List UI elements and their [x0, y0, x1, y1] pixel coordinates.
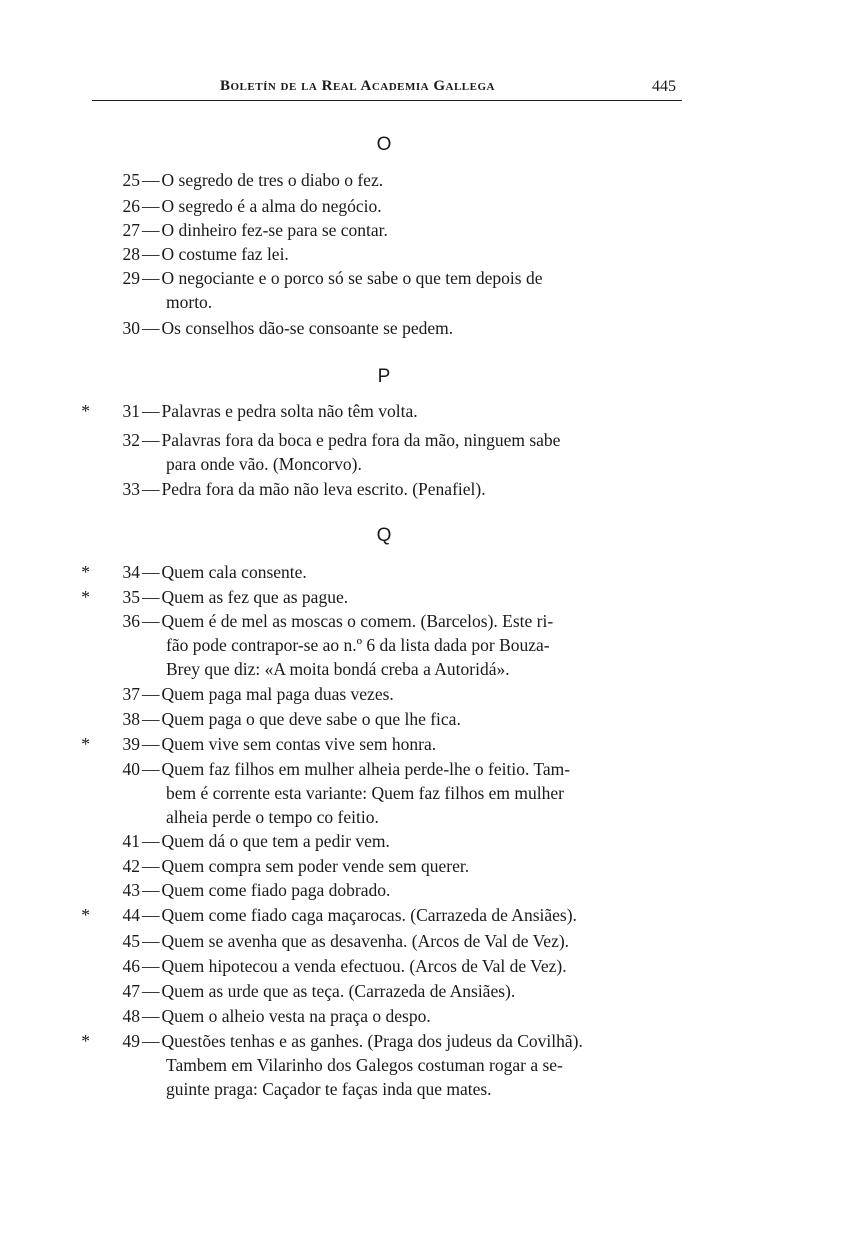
entry-number: 48: [122, 1006, 140, 1026]
entry-number: 28: [122, 244, 140, 264]
entry-text: Quem paga mal paga duas vezes.: [161, 684, 394, 704]
entry-number: 40: [122, 759, 140, 779]
entry-text: O segredo de tres o diabo o fez.: [161, 170, 384, 190]
entry-text: Quem as urde que as teça. (Carrazeda de Ansiães).: [161, 981, 516, 1001]
entry-text: Quem hipotecou a venda efectuou. (Arcos de Val de Vez).: [161, 956, 567, 976]
proverb-entry: * 35 — Quem as fez que as pague.: [81, 587, 349, 607]
entry-continuation: bem é corrente esta variante: Quem faz filhos em mulher alheia perde o tempo co feitio.: [166, 783, 564, 827]
proverb-entry: 45 — Quem se avenha que as desavenha. (Arcos de Val de Vez).: [80, 929, 682, 953]
proverb-entry: 42 — Quem compra sem poder vende sem querer.: [80, 854, 682, 878]
entry-text: O segredo é a alma do negócio.: [161, 196, 382, 216]
entry-text: Pedra fora da mão não leva escrito. (Penafiel).: [161, 479, 486, 499]
proverb-entry: 38 — Quem paga o que deve sabe o que lhe fica.: [80, 707, 682, 731]
entry-text: O dinheiro fez-se para se contar.: [161, 220, 388, 240]
entry-text: Quem o alheio vesta na praça o despo.: [161, 1006, 431, 1026]
entry-number: 46: [122, 956, 140, 976]
section-letter-o: O: [376, 134, 392, 155]
entry-text: O costume faz lei.: [161, 244, 289, 264]
entry-text: Questões tenhas e as ganhes. (Praga dos judeus da Covilhã).: [161, 1031, 583, 1051]
proverb-entry: 37 — Quem paga mal paga duas vezes.: [80, 682, 682, 706]
asterisk-mark: *: [81, 587, 90, 607]
proverb-entry: 27 — O dinheiro fez-se para se contar.: [80, 218, 682, 242]
proverb-entry: 28 — O costume faz lei.: [80, 242, 682, 266]
entry-number: 32: [122, 430, 140, 450]
entry-number: 30: [122, 318, 140, 338]
entry-number: 25: [122, 170, 140, 190]
running-title: Boletín de la Real Academia Gallega: [220, 78, 495, 94]
asterisk-mark: *: [81, 905, 90, 925]
proverb-entry: 25 — O segredo de tres o diabo o fez.: [80, 168, 682, 192]
asterisk-mark: *: [81, 1031, 90, 1051]
entry-text: O negociante e o porco só se sabe o que tem depois de: [161, 268, 543, 288]
entry-number: 31: [122, 401, 140, 421]
proverb-entry: 41 — Quem dá o que tem a pedir vem.: [80, 829, 682, 853]
entry-number: 27: [122, 220, 140, 240]
entry-text: Quem vive sem contas vive sem honra.: [161, 734, 437, 754]
entry-text: Quem compra sem poder vende sem querer.: [161, 856, 470, 876]
proverb-entry: * 49 — Questões tenhas e as ganhes. (Praga dos judeus da Covilhã). Tambem em Vilarinho dos Galegos costuman rogar a se- guinte praga: Caçador te faças inda que mates.: [80, 1029, 682, 1101]
entry-number: 41: [122, 831, 140, 851]
entry-text: Quem é de mel as moscas o comem. (Barcelos). Este ri-: [161, 611, 554, 631]
entry-number: 36: [122, 611, 140, 631]
proverb-entry: 32 — Palavras fora da boca e pedra fora da mão, ninguem sabe para onde vão. (Moncorvo).: [80, 428, 682, 476]
proverb-entry: * 34 — Quem cala consente.: [81, 562, 307, 582]
proverb-entry: 47 — Quem as urde que as teça. (Carrazeda de Ansiães).: [80, 979, 682, 1003]
entry-number: 38: [122, 709, 140, 729]
entry-continuation: fão pode contrapor-se ao n.º 6 da lista dada por Bouza- Brey que diz: «A moita bondá creba a Autoridá».: [166, 635, 550, 679]
proverb-entry: 40 — Quem faz filhos em mulher alheia perde-lhe o feitio. Tam- bem é corrente esta variante: Quem faz filhos em mulher alheia perde o tempo co feitio.: [80, 757, 682, 829]
proverb-entry: 48 — Quem o alheio vesta na praça o despo.: [80, 1004, 682, 1028]
entry-number: 29: [122, 268, 140, 288]
proverb-entry: * 44 — Quem come fiado caga maçarocas. (Carrazeda de Ansiães).: [81, 905, 577, 925]
entry-continuation: para onde vão. (Moncorvo).: [166, 454, 362, 474]
entry-text: Quem cala consente.: [161, 562, 307, 582]
entry-number: 47: [122, 981, 140, 1001]
proverb-entry: 29 — O negociante e o porco só se sabe o que tem depois de morto.: [80, 266, 682, 314]
entry-number: 45: [122, 931, 140, 951]
proverb-entry: 46 — Quem hipotecou a venda efectuou. (Arcos de Val de Vez).: [80, 954, 682, 978]
proverb-entry: 43 — Quem come fiado paga dobrado.: [80, 878, 682, 902]
proverb-entry: 36 — Quem é de mel as moscas o comem. (Barcelos). Este ri- fão pode contrapor-se ao n.º 6 da lista dada por Bouza- Brey que diz: «A moita bondá creba a Autoridá».: [80, 609, 682, 681]
entry-text: Palavras e pedra solta não têm volta.: [161, 401, 418, 421]
entry-number: 35: [122, 587, 140, 607]
entry-number: 39: [122, 734, 140, 754]
entry-text: Os conselhos dão-se consoante se pedem.: [161, 318, 454, 338]
entry-number: 43: [122, 880, 140, 900]
page-number: 445: [652, 78, 676, 95]
proverb-entry: 33 — Pedra fora da mão não leva escrito. (Penafiel).: [80, 477, 682, 501]
entry-text: Palavras fora da boca e pedra fora da mão, ninguem sabe: [161, 430, 561, 450]
asterisk-mark: *: [81, 401, 90, 421]
entry-text: Quem come fiado caga maçarocas. (Carrazeda de Ansiães).: [161, 905, 577, 925]
section-letter-q: Q: [376, 525, 392, 546]
entry-text: Quem come fiado paga dobrado.: [161, 880, 391, 900]
entry-text: Quem paga o que deve sabe o que lhe fica.: [161, 709, 461, 729]
entry-text: Quem as fez que as pague.: [161, 587, 349, 607]
proverb-entry: * 39 — Quem vive sem contas vive sem honra.: [81, 734, 437, 754]
asterisk-mark: *: [81, 734, 90, 754]
entry-number: 37: [122, 684, 140, 704]
entry-number: 44: [122, 905, 140, 925]
proverb-entry: 26 — O segredo é a alma do negócio.: [80, 194, 682, 218]
entry-text: Quem faz filhos em mulher alheia perde-lhe o feitio. Tam-: [161, 759, 571, 779]
entry-text: Quem se avenha que as desavenha. (Arcos de Val de Vez).: [161, 931, 570, 951]
entry-number: 49: [122, 1031, 140, 1051]
entry-continuation: Tambem em Vilarinho dos Galegos costuman rogar a se- guinte praga: Caçador te faças inda que mates.: [166, 1055, 563, 1099]
entry-number: 34: [122, 562, 140, 582]
proverb-entry: 30 — Os conselhos dão-se consoante se pedem.: [80, 316, 682, 340]
entry-text: Quem dá o que tem a pedir vem.: [161, 831, 390, 851]
asterisk-mark: *: [81, 562, 90, 582]
entry-number: 42: [122, 856, 140, 876]
proverb-entry: * 31 — Palavras e pedra solta não têm volta.: [81, 401, 418, 421]
entry-continuation: morto.: [166, 292, 213, 312]
section-letter-p: P: [377, 366, 391, 387]
page-header: [92, 68, 682, 101]
entry-number: 26: [122, 196, 140, 216]
entry-number: 33: [122, 479, 140, 499]
